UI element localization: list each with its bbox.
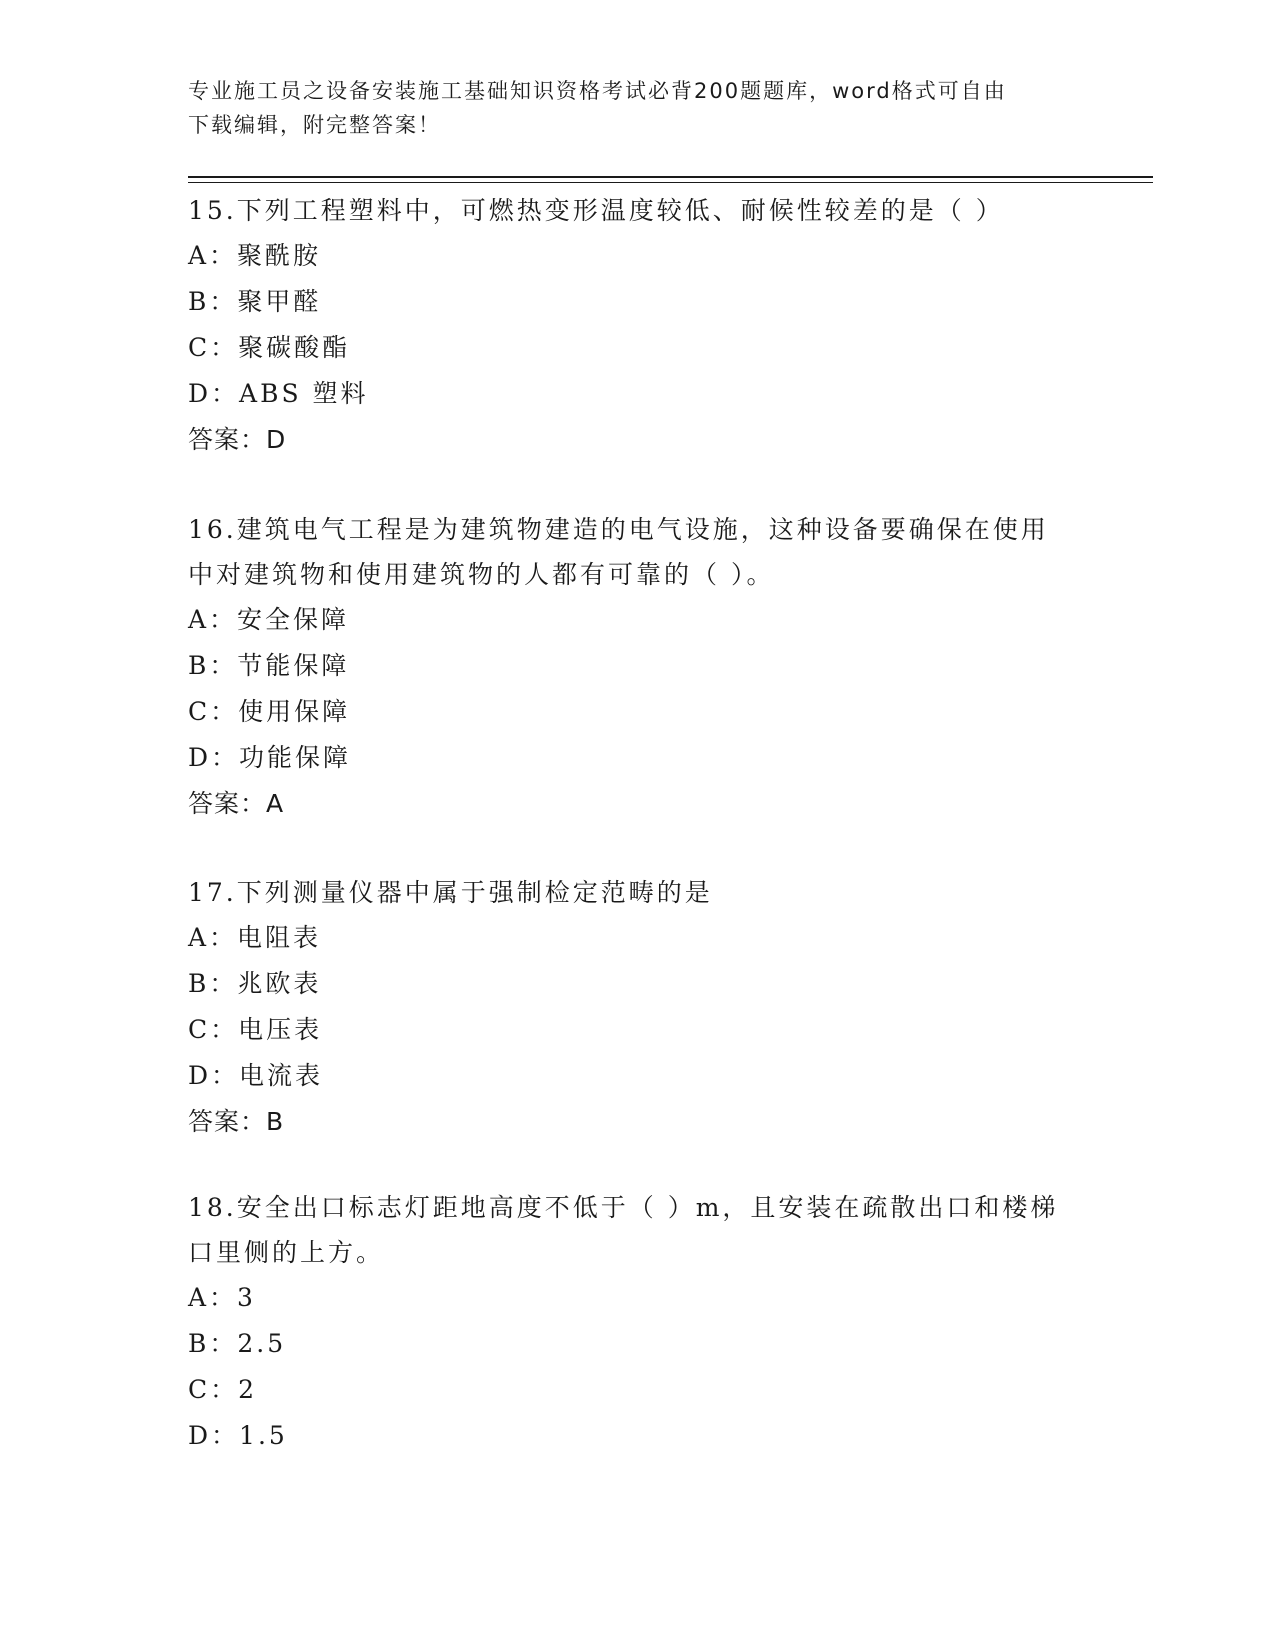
option-d: D：功能保障	[188, 743, 352, 772]
header-title-line-2: 下载编辑，附完整答案！	[188, 113, 441, 137]
question-17	[188, 870, 1088, 1145]
question-text-line-2: 口里侧的上方。	[188, 1238, 385, 1267]
question-18	[188, 1185, 1088, 1459]
question-text-line-1: 16.建筑电气工程是为建筑物建造的电气设施，这种设备要确保在使用	[188, 515, 1049, 544]
option-c: C：2	[188, 1375, 258, 1404]
option-a: A：电阻表	[188, 923, 322, 952]
answer: 答案：A	[188, 789, 285, 818]
question-text: 17.下列测量仪器中属于强制检定范畴的是	[188, 878, 713, 907]
answer: 答案：B	[188, 1107, 285, 1136]
option-c: C：聚碳酸酯	[188, 333, 351, 362]
option-b: B：2.5	[188, 1329, 287, 1358]
question-15	[188, 188, 1088, 463]
option-a: A：安全保障	[188, 605, 350, 634]
answer: 答案：D	[188, 425, 287, 454]
option-b: B：兆欧表	[188, 969, 322, 998]
option-c: C：电压表	[188, 1015, 323, 1044]
question-16	[188, 507, 1088, 827]
option-a: A：聚酰胺	[188, 241, 322, 270]
question-text: 15.下列工程塑料中，可燃热变形温度较低、耐候性较差的是（ ）	[188, 196, 1004, 225]
option-d: D：ABS 塑料	[188, 379, 369, 408]
question-text-line-2: 中对建筑物和使用建筑物的人都有可靠的（ ）。	[188, 560, 775, 589]
header-divider	[188, 176, 1153, 178]
option-a: A：3	[188, 1283, 256, 1312]
header-title-line-1: 专业施工员之设备安装施工基础知识资格考试必背200题题库，word格式可自由	[188, 79, 1007, 103]
header-divider-thin	[188, 182, 1153, 183]
question-text-line-1: 18.安全出口标志灯距地高度不低于（ ）m，且安装在疏散出口和楼梯	[188, 1193, 1059, 1222]
option-c: C：使用保障	[188, 697, 351, 726]
option-b: B：聚甲醛	[188, 287, 322, 316]
option-d: D：电流表	[188, 1061, 324, 1090]
option-d: D：1.5	[188, 1421, 288, 1450]
document-header	[188, 74, 1068, 142]
option-b: B：节能保障	[188, 651, 350, 680]
